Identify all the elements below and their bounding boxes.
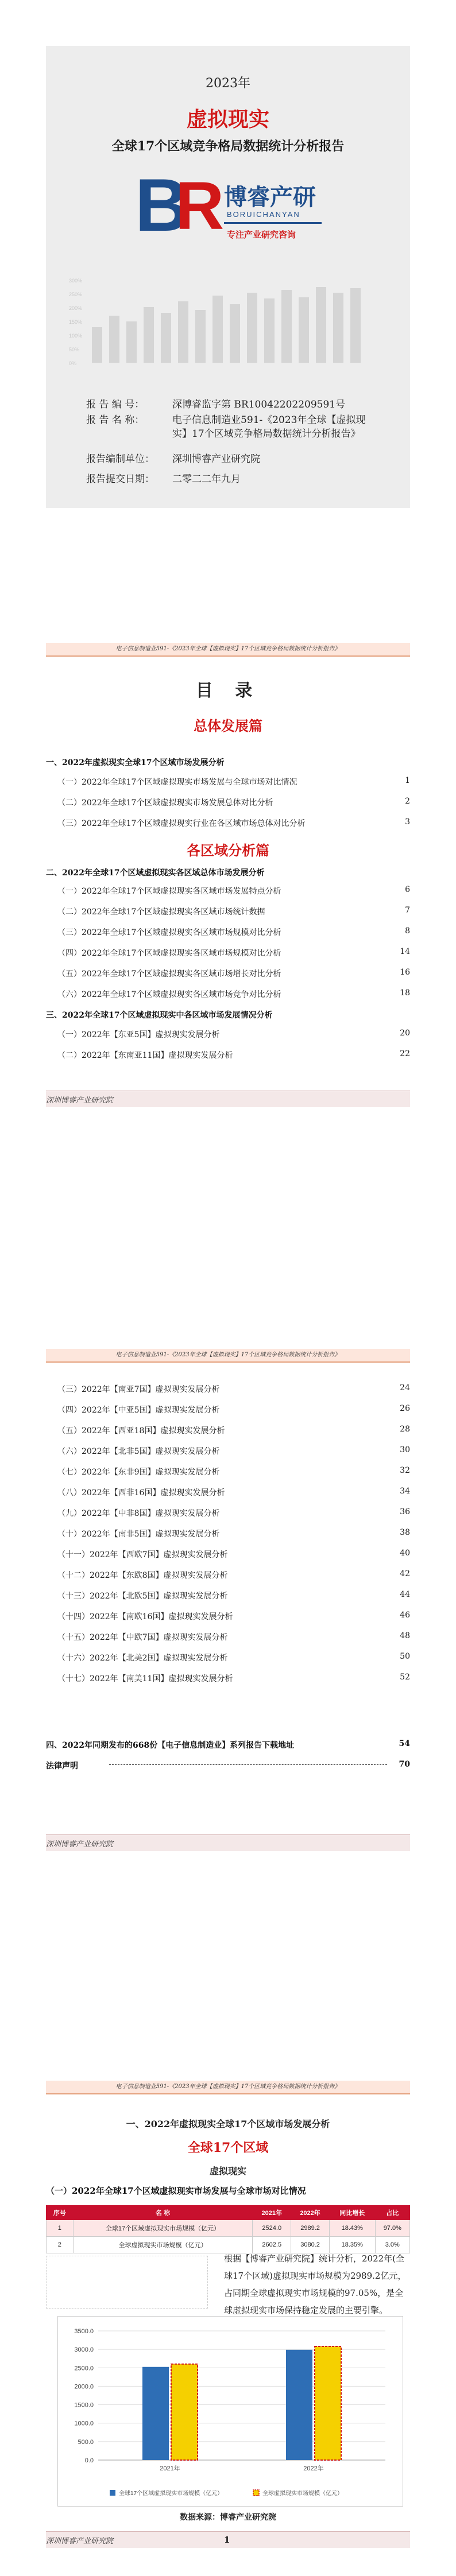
bar-chart — [57, 2316, 403, 2507]
toc-entry[interactable]: （十四）2022年【南欧16国】虚拟现实发展分析 46 — [57, 1611, 410, 1621]
toc-entry[interactable]: （九）2022年【中非8国】虚拟现实发展分析 36 — [57, 1507, 410, 1518]
cover-panel — [46, 46, 410, 508]
report-org-row — [86, 451, 385, 465]
toc-entry[interactable]: （八）2022年【西非16国】虚拟现实发展分析 34 — [57, 1487, 410, 1498]
table-row: 2 全球虚拟现实市场规模（亿元） 2602.5 3080.2 18.35% 3.0% — [47, 2237, 410, 2253]
y-tick-label: 3500.0 — [74, 2328, 94, 2335]
ghost-tick: 250% — [69, 292, 83, 297]
x-tick-label: 2021年 — [160, 2465, 180, 2472]
toc-entry[interactable]: （一）2022年全球17个区域虚拟现实市场发展与全球市场对比情况 1 — [57, 776, 410, 787]
toc-entry[interactable]: （十）2022年【南非5国】虚拟现实发展分析 38 — [57, 1528, 410, 1539]
page-footer: 深圳博睿产业研究院 — [46, 1096, 114, 1105]
info-key: 报 告 编 号： — [86, 399, 145, 410]
x-tick-label: 2022年 — [303, 2465, 324, 2472]
info-value: 深博睿监字第 BR10042202209591号 — [172, 399, 346, 410]
page-header: 电子信息制造业591-《2023年全球【虚拟现实】17个区域竞争格局数据统计分析报告》 — [46, 2081, 410, 2094]
toc-entry[interactable]: （三）2022年全球17个区域虚拟现实各区域市场规模对比分析 8 — [57, 926, 410, 937]
toc-entry[interactable]: （十一）2022年【西欧7国】虚拟现实发展分析 40 — [57, 1549, 410, 1559]
y-tick-label: 1500.0 — [74, 2402, 94, 2409]
bar — [286, 2350, 312, 2460]
toc-chapter-2[interactable]: 二、2022年全球17个区域虚拟现实各区域总体市场发展分析 — [46, 868, 265, 878]
data-source: 数据来源：博睿产业研究院 — [180, 2513, 276, 2522]
toc-entry[interactable]: （十二）2022年【东欧8国】虚拟现实发展分析 42 — [57, 1569, 410, 1580]
legend-label: 全球17个区域虚拟现实市场规模（亿元） — [119, 2490, 223, 2497]
info-key: 报告提交日期： — [86, 474, 154, 485]
ghost-tick: 200% — [69, 305, 83, 311]
table-header: 2021年 — [253, 2206, 291, 2220]
report-number-row — [86, 396, 385, 410]
report-name-row — [86, 413, 385, 441]
toc-entry[interactable]: （十七）2022年【南美11国】虚拟现实发展分析 52 — [57, 1673, 410, 1683]
bar-chart-svg — [58, 2317, 403, 2506]
image-placeholder — [46, 2256, 208, 2309]
toc-entry[interactable]: （三）2022年全球17个区域虚拟现实行业在各区域市场总体对比分析 3 — [57, 817, 410, 828]
toc-entry[interactable]: （三）2022年【南亚7国】虚拟现实发展分析 24 — [57, 1383, 410, 1394]
toc-entry[interactable]: （六）2022年【北非5国】虚拟现实发展分析 30 — [57, 1445, 410, 1456]
info-value: 二零二二年九月 — [172, 474, 241, 485]
decorative-background-chart — [69, 276, 391, 373]
region-title: 全球17个区域 — [187, 2140, 269, 2155]
ghost-tick: 100% — [69, 333, 83, 339]
ghost-tick: 300% — [69, 278, 83, 284]
info-value: 深圳博睿产业研究院 — [172, 453, 260, 465]
stats-table — [46, 2205, 410, 2253]
ghost-tick: 50% — [69, 347, 80, 352]
table-row: 1 全球17个区域虚拟现实市场规模（亿元） 2524.0 2989.2 18.43% 97.0% — [47, 2220, 410, 2237]
info-key: 报告编制单位： — [86, 453, 154, 465]
y-tick-label: 0.0 — [84, 2457, 94, 2464]
chapter-title: 一、2022年虚拟现实全球17个区域市场发展分析 — [126, 2119, 330, 2129]
page-header: 电子信息制造业591-《2023年全球【虚拟现实】17个区域竞争格局数据统计分析报告》 — [46, 1349, 410, 1363]
toc-entry[interactable]: （十六）2022年【北美2国】虚拟现实发展分析 50 — [57, 1652, 410, 1663]
table-header: 占比 — [375, 2206, 409, 2220]
analysis-paragraph: 根据【博睿产业研究院】统计分析，2022年(全球17个区域)虚拟现实市场规模为2989.2亿元，占同期全球虚拟现实市场规模的97.05%，是全球虚拟现实市场保持稳定发展的主要引擎。 — [224, 2253, 407, 2315]
toc-entry[interactable]: （五）2022年【西亚18国】虚拟现实发展分析 28 — [57, 1425, 410, 1436]
toc-entry[interactable]: （十五）2022年【中欧7国】虚拟现实发展分析 48 — [57, 1631, 410, 1642]
toc-chapter-1[interactable]: 一、2022年虚拟现实全球17个区域市场发展分析 — [46, 758, 225, 767]
y-tick-label: 3000.0 — [74, 2346, 94, 2354]
info-key: 报 告 名 称： — [86, 414, 145, 426]
y-tick-label: 500.0 — [78, 2438, 94, 2446]
cover-year: 2023年 — [206, 76, 250, 91]
report-date-row — [86, 471, 385, 485]
toc-entry[interactable]: （六）2022年全球17个区域虚拟现实各区域市场竞争对比分析 18 — [57, 988, 410, 999]
table-header: 名 称 — [73, 2206, 253, 2220]
toc-entry[interactable]: （一）2022年全球17个区域虚拟现实各区域市场发展特点分析 6 — [57, 885, 410, 896]
table-header-row — [47, 2206, 410, 2220]
toc-entry[interactable]: （五）2022年全球17个区域虚拟现实各区域市场增长对比分析 16 — [57, 968, 410, 979]
toc-entry[interactable]: （十三）2022年【北欧5国】虚拟现实发展分析 44 — [57, 1590, 410, 1601]
toc-legal[interactable]: 法律声明 70 — [46, 1760, 410, 1771]
toc-entry[interactable]: （一）2022年【东亚5国】虚拟现实发展分析 20 — [57, 1029, 410, 1039]
section-title: （一）2022年全球17个区域虚拟现实市场发展与全球市场对比情况 — [46, 2186, 306, 2196]
toc-chapter-3[interactable]: 三、2022年全球17个区域虚拟现实中各区域市场发展情况分析 — [46, 1011, 273, 1020]
cover-title: 虚拟现实 — [186, 107, 269, 131]
table-header: 同比增长 — [329, 2206, 375, 2220]
logo-letter-r: R — [175, 168, 225, 244]
toc-section-regions: 各区域分析篇 — [187, 842, 269, 859]
toc-entry[interactable]: （四）2022年全球17个区域虚拟现实各区域市场规模对比分析 14 — [57, 947, 410, 958]
toc-title: 目 录 — [195, 681, 261, 701]
page-number: 1 — [224, 2535, 230, 2545]
toc-entry[interactable]: （二）2022年全球17个区域虚拟现实市场发展总体对比分析 2 — [57, 797, 410, 808]
logo-letter-b: B — [135, 163, 189, 247]
toc-entry[interactable]: （七）2022年【东非9国】虚拟现实发展分析 32 — [57, 1466, 410, 1477]
page-header: 电子信息制造业591-《2023年全球【虚拟现实】17个区域竞争格局数据统计分析报告》 — [46, 643, 410, 657]
page-footer: 深圳博睿产业研究院 — [46, 2537, 114, 2546]
toc-entry[interactable]: （二）2022年【东南亚11国】虚拟现实发展分析 22 — [57, 1049, 410, 1060]
logo-slogan: 专注产业研究咨询 — [227, 230, 296, 240]
toc-entry[interactable] — [57, 1714, 410, 1723]
logo-divider — [224, 222, 322, 224]
y-tick-label: 2500.0 — [74, 2365, 94, 2372]
table-header: 序号 — [47, 2206, 74, 2220]
product-title: 虚拟现实 — [209, 2166, 246, 2177]
y-tick-label: 2000.0 — [74, 2383, 94, 2391]
table-header: 2022年 — [291, 2206, 330, 2220]
bar — [142, 2367, 169, 2460]
y-tick-label: 1000.0 — [74, 2420, 94, 2427]
page-footer: 深圳博睿产业研究院 — [46, 1840, 114, 1849]
toc-entry[interactable]: （四）2022年【中亚5国】虚拟现实发展分析 26 — [57, 1404, 410, 1415]
ghost-tick: 150% — [69, 319, 83, 325]
bar — [171, 2364, 198, 2460]
legend-label: 全球虚拟现实市场规模（亿元） — [262, 2490, 343, 2497]
info-value: 电子信息制造业591-《2023年全球【虚拟现实】17个区域竞争格局数据统计分析报告》 — [172, 414, 366, 440]
toc-entry[interactable] — [57, 1693, 410, 1702]
company-logo — [135, 163, 319, 254]
toc-entry[interactable]: （二）2022年全球17个区域虚拟现实各区域市场统计数据 7 — [57, 906, 410, 917]
toc-section-overall: 总体发展篇 — [194, 717, 262, 734]
legend-swatch — [253, 2490, 259, 2496]
bar — [315, 2346, 341, 2460]
cover-subtitle: 全球17个区域竞争格局数据统计分析报告 — [111, 139, 345, 154]
logo-en-name: BORUICHANYAN — [227, 210, 300, 219]
toc-chapter-4[interactable]: 四、2022年同期发布的668份【电子信息制造业】系列报告下载地址 54 — [46, 1739, 410, 1750]
logo-cn-name: 博睿产研 — [224, 185, 316, 210]
legend-swatch — [110, 2490, 115, 2496]
ghost-tick: 0% — [69, 360, 77, 366]
